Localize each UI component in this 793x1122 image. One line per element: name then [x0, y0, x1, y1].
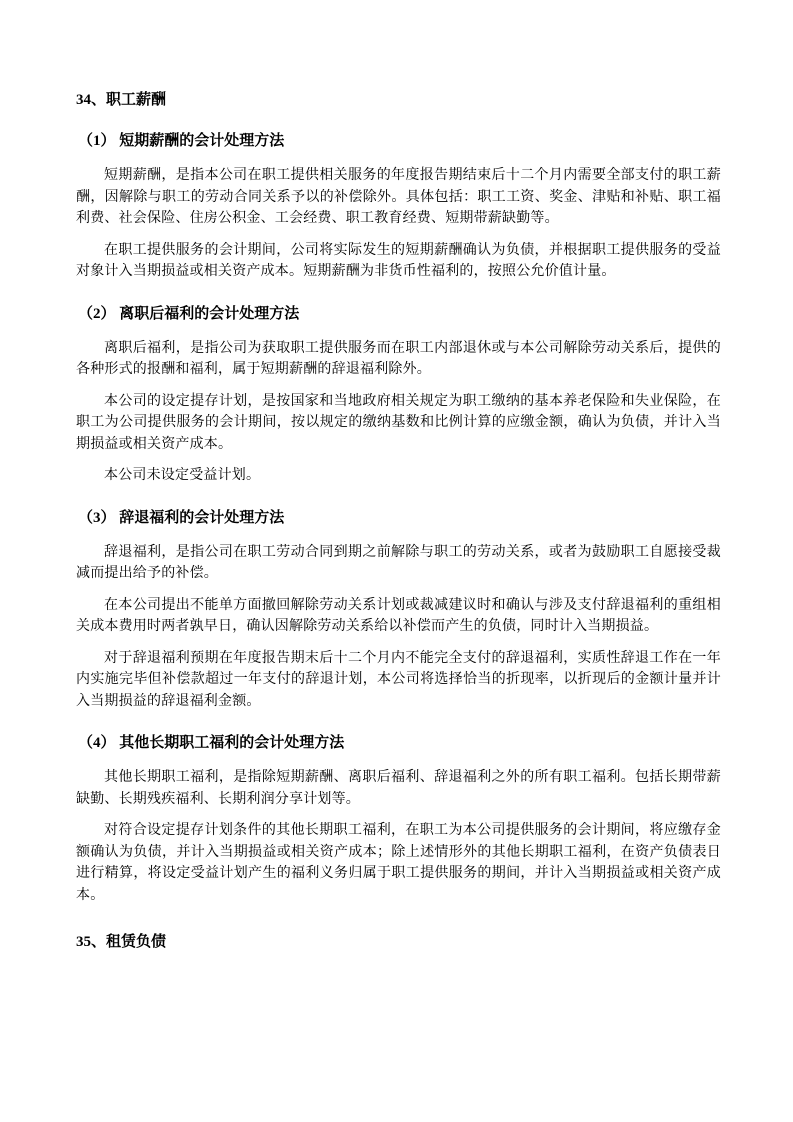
section-34-sub3-heading: （3） 辞退福利的会计处理方法	[78, 509, 285, 526]
section-34-sub4-paragraph-2: 对符合设定提存计划条件的其他长期职工福利，在职工为本公司提供服务的会计期间，将应缴存金额确认为负债，并计入当期损益或相关资产成本；除上述情形外的其他长期职工福利，在资产负债表日进行精算，将设定受益计划产生的福利义务归属于职工提供服务的期间，并计入当期损益或相关资产成本。	[76, 823, 721, 903]
section-34-sub2-paragraph-3: 本公司未设定受益计划。	[104, 468, 261, 483]
section-34-sub3-paragraph-2: 在本公司提出不能单方面撤回解除劳动关系计划或裁减建议时和确认与涉及支付辞退福利的重组相关成本费用时两者孰早日，确认因解除劳动关系给以补偿而产生的负债，同时计入当期损益。	[76, 597, 721, 634]
section-34-sub4-paragraph-1: 其他长期职工福利，是指除短期薪酬、离职后福利、辞退福利之外的所有职工福利。包括长期带薪缺勤、长期残疾福利、长期利润分享计划等。	[76, 770, 721, 807]
section-35-heading: 35、租赁负债	[76, 934, 167, 950]
section-34-sub2-paragraph-1: 离职后福利，是指公司为获取职工提供服务而在职工内部退休或与本公司解除劳动关系后，提供的各种形式的报酬和福利，属于短期薪酬的辞退福利除外。	[76, 340, 721, 377]
section-34-heading: 34、职工薪酬	[76, 92, 167, 108]
section-34-sub3-paragraph-1: 辞退福利，是指公司在职工劳动合同到期之前解除与职工的劳动关系，或者为鼓励职工自愿接受裁减而提出给予的补偿。	[76, 544, 721, 581]
section-34-sub2-heading: （2） 离职后福利的会计处理方法	[78, 305, 300, 322]
section-34-sub3-paragraph-3: 对于辞退福利预期在年度报告期末后十二个月内不能完全支付的辞退福利，实质性辞退工作在一年内实施完毕但补偿款超过一年支付的辞退计划，本公司将选择恰当的折现率，以折现后的金额计量并计入当期损益的辞退福利金额。	[76, 650, 721, 709]
section-34-sub1-paragraph-1: 短期薪酬，是指本公司在职工提供相关服务的年度报告期结束后十二个月内需要全部支付的职工薪酬，因解除与职工的劳动合同关系予以的补偿除外。具体包括：职工工资、奖金、津贴和补贴、职工福利费、社会保险、住房公积金、工会经费、职工教育经费、短期带薪缺勤等。	[76, 168, 721, 226]
section-34-sub4-heading: （4） 其他长期职工福利的会计处理方法	[78, 735, 345, 751]
section-34-sub2-paragraph-2: 本公司的设定提存计划，是按国家和当地政府相关规定为职工缴纳的基本养老保险和失业保险，在职工为公司提供服务的会计期间，按以规定的缴纳基数和比例计算的应缴金额，确认为负债，并计入当期损益或相关资产成本。	[76, 393, 721, 452]
section-34-sub1-heading: （1） 短期薪酬的会计处理方法	[78, 133, 285, 149]
section-34-sub1-paragraph-2: 在职工提供服务的会计期间，公司将实际发生的短期薪酬确认为负债，并根据职工提供服务的受益对象计入当期损益或相关资产成本。短期薪酬为非货币性福利的，按照公允价值计量。	[76, 242, 721, 279]
